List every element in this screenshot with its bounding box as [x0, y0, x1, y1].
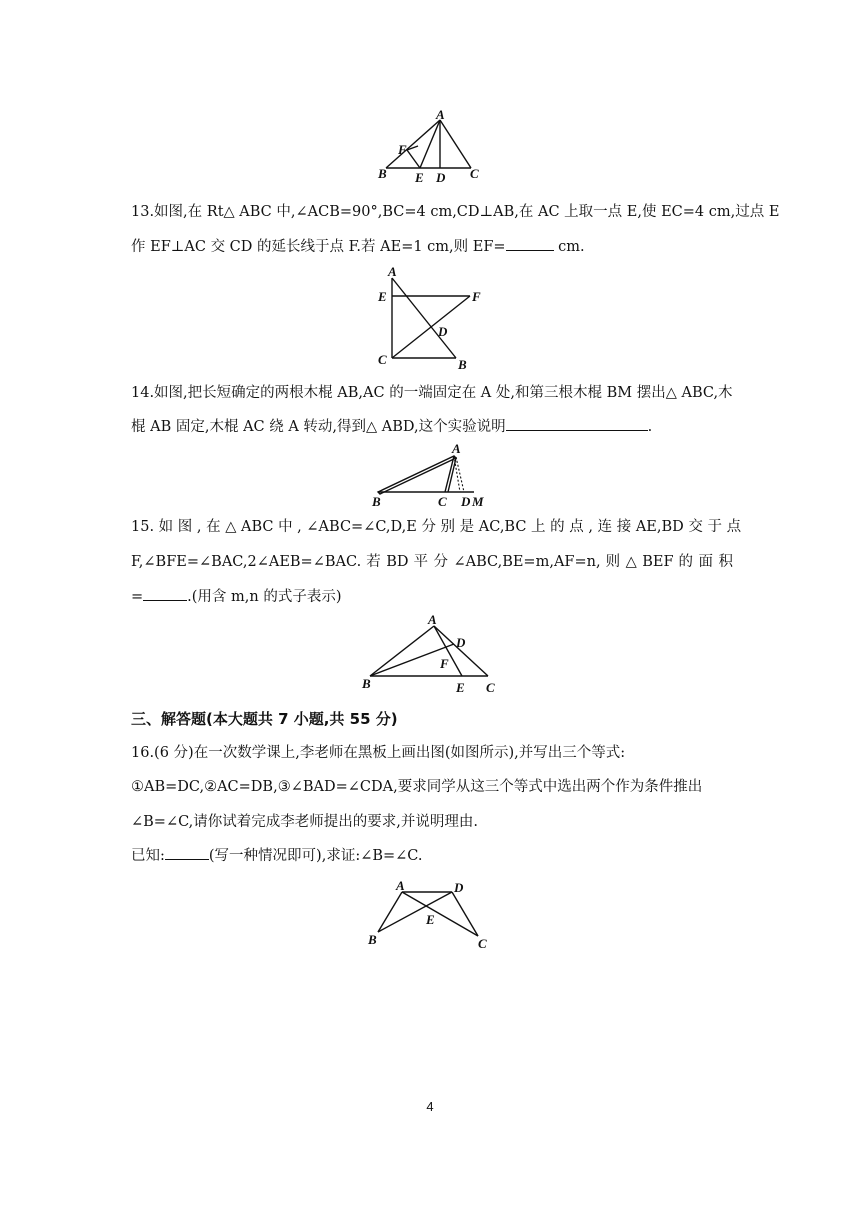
- q13-line2: [131, 236, 733, 258]
- q13-line1: 13.如图,在 Rt△ ABC 中,∠ACB=90°,BC=4 cm,CD⊥AB,在 AC 上取一点 E,使 EC=4 cm,过点 E: [131, 204, 780, 220]
- label-B: B: [372, 494, 381, 509]
- label-B: B: [368, 932, 377, 947]
- label-E: E: [456, 680, 465, 695]
- label-B: B: [458, 357, 467, 372]
- q16-line3: ∠B=∠C,请你试着完成李老师提出的要求,并说明理由.: [131, 814, 479, 830]
- q13-line2-unit: cm.: [553, 239, 585, 255]
- figure-q12: [376, 107, 486, 185]
- label-C: C: [470, 166, 479, 181]
- label-D: D: [436, 170, 446, 185]
- q15-line2: F,∠BFE=∠BAC,2∠AEB=∠BAC. 若 BD 平 分 ∠ABC,BE=m,AF=n, 则 △ BEF 的 面 积: [131, 554, 733, 570]
- quadrilateral-diagram-q16: [364, 878, 498, 952]
- answer-blank-q16[interactable]: [165, 845, 209, 860]
- label-A: A: [396, 878, 405, 893]
- label-A: A: [428, 612, 437, 627]
- figure-q16: [364, 878, 498, 952]
- label-B: B: [378, 166, 387, 181]
- q15-line3: [131, 586, 733, 608]
- label-F: F: [472, 289, 481, 304]
- label-C: C: [486, 680, 495, 695]
- label-E: E: [415, 170, 424, 185]
- figure-q15: [358, 612, 504, 698]
- q16-line2: ①AB=DC,②AC=DB,③∠BAD=∠CDA,要求同学从这三个等式中选出两个作为条件推出: [131, 779, 703, 795]
- q15-line3-text: .(用含 m,n 的式子表示): [187, 589, 342, 605]
- q14-line2-end: .: [647, 419, 653, 435]
- label-D: D: [438, 324, 448, 339]
- page-number: 4: [426, 1099, 434, 1114]
- q14-line2: [131, 416, 733, 438]
- label-E: E: [378, 289, 387, 304]
- label-E: E: [426, 912, 435, 927]
- label-A: A: [436, 107, 445, 122]
- q14-line2-text: 棍 AB 固定,木棍 AC 绕 A 转动,得到△ ABD,这个实验说明: [131, 419, 506, 435]
- label-C: C: [478, 936, 487, 951]
- right-triangle-diagram-q13: [372, 266, 490, 372]
- label-C: C: [438, 494, 447, 509]
- label-D: D: [456, 635, 466, 650]
- answer-blank-q15[interactable]: [143, 586, 187, 601]
- answer-blank-q14[interactable]: [506, 416, 648, 431]
- q15-line1: 15. 如 图 , 在 △ ABC 中 , ∠ABC=∠C,D,E 分 别 是 AC,BC 上 的 点 , 连 接 AE,BD 交 于 点: [131, 519, 742, 535]
- label-D: D: [454, 880, 464, 895]
- figure-q14: [368, 442, 492, 508]
- label-B: B: [362, 676, 371, 691]
- label-A: A: [388, 264, 397, 279]
- label-C: C: [378, 352, 387, 367]
- label-A: A: [452, 441, 461, 456]
- label-F: F: [440, 656, 449, 671]
- label-F: F: [398, 142, 407, 157]
- label-D: D: [461, 494, 471, 509]
- q14-line1: 14.如图,把长短确定的两根木棍 AB,AC 的一端固定在 A 处,和第三根木棍 BM 摆出△ ABC,木: [131, 385, 733, 401]
- q16-line1: 16.(6 分)在一次数学课上,李老师在黑板上画出图(如图所示),并写出三个等式:: [131, 745, 626, 761]
- q15-line3-eq: =: [131, 589, 144, 605]
- sticks-diagram-q14: [368, 442, 492, 508]
- figure-q13: [372, 266, 490, 372]
- q13-line2-text: 作 EF⊥AC 交 CD 的延长线于点 F.若 AE=1 cm,则 EF=: [131, 239, 506, 255]
- triangle-diagram-q12: [376, 107, 486, 185]
- section-heading: 三、解答题(本大题共 7 小题,共 55 分): [131, 710, 398, 728]
- label-M: M: [472, 494, 484, 509]
- q16-line4-text: (写一种情况即可),求证:∠B=∠C.: [208, 848, 423, 864]
- q16-line4: [131, 845, 733, 867]
- q16-line4-given: 已知:: [131, 848, 165, 864]
- triangle-diagram-q15: [358, 612, 504, 698]
- answer-blank-q13[interactable]: [506, 236, 554, 251]
